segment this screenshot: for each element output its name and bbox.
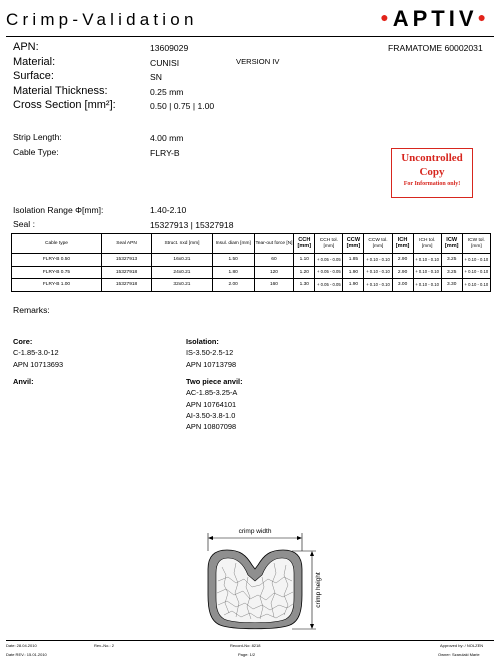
table-row bbox=[12, 254, 491, 267]
seal-value: 15327913 | 15327918 bbox=[150, 220, 234, 230]
header-divider bbox=[6, 36, 494, 37]
thickness-label: Material Thickness: bbox=[13, 85, 108, 97]
table-cell: 3.00 bbox=[392, 279, 413, 292]
col-cch: CCH [mm] bbox=[294, 234, 315, 254]
table-cell: 1.50 bbox=[212, 254, 254, 267]
table-cell: 2.90 bbox=[392, 254, 413, 267]
isolation-range-label: Isolation Range Φ[mm]: bbox=[13, 205, 104, 215]
isolation-line: IS-3.50-2.5-12 bbox=[186, 348, 234, 358]
isolation-line: APN 10713798 bbox=[186, 359, 237, 369]
table-cell: 1.80 bbox=[212, 266, 254, 279]
col-ich-tol: ICH tol. [mm] bbox=[413, 234, 441, 254]
remarks-label: Remarks: bbox=[13, 305, 50, 315]
crimp-height-label: crimp height bbox=[315, 572, 322, 608]
seal-label: Seal : bbox=[13, 219, 35, 229]
apn-value: 13609029 bbox=[150, 43, 189, 53]
table-cell: 3.25 bbox=[441, 254, 462, 267]
footer-page: Page: 1/2 bbox=[238, 652, 256, 657]
footer-divider bbox=[6, 640, 494, 641]
crimp-spec-table bbox=[11, 233, 491, 292]
two-piece-anvil-line: AI-3.50-3.8-1.0 bbox=[186, 410, 236, 420]
col-struct: Struct. nxd [mm] bbox=[152, 234, 213, 254]
table-cell: 15327918 bbox=[101, 279, 151, 292]
footer-rev-no: Rev.-No.: 2 bbox=[94, 643, 114, 648]
crimp-cross-section-drawing bbox=[200, 521, 340, 639]
col-insul-diam: Insul. diam [mm] bbox=[212, 234, 254, 254]
core-line: C-1.85-3.0-12 bbox=[13, 348, 59, 358]
stamp-line-3: For Information only! bbox=[403, 181, 461, 187]
col-icw: ICW [mm] bbox=[441, 234, 462, 254]
core-heading: Core: bbox=[13, 337, 33, 346]
table-cell: + 0.10 - 0.10 bbox=[462, 266, 490, 279]
table-cell: 2.90 bbox=[392, 266, 413, 279]
framatome-number: FRAMATOME 60002031 bbox=[388, 43, 483, 53]
table-cell: + 0.10 - 0.10 bbox=[462, 254, 490, 267]
table-cell: 24x0.21 bbox=[152, 266, 213, 279]
col-cable-type: Cable type bbox=[12, 234, 102, 254]
table-cell: 1.30 bbox=[294, 279, 315, 292]
table-cell: 120 bbox=[254, 266, 294, 279]
table-cell: + 0.10 - 0.10 bbox=[462, 279, 490, 292]
two-piece-anvil-line: APN 10764101 bbox=[186, 399, 237, 409]
table-cell: 1.90 bbox=[343, 266, 364, 279]
table-row bbox=[12, 279, 491, 292]
apn-label: APN: bbox=[13, 41, 39, 53]
strip-length-value: 4.00 mm bbox=[150, 133, 184, 143]
material-value: CUNISI bbox=[150, 58, 180, 68]
logo-text: APTIV bbox=[392, 6, 478, 31]
footer-approved: Approved by: / NOLZEN bbox=[440, 643, 484, 648]
col-seal-apn: Seal APN bbox=[101, 234, 151, 254]
arrow-down-icon bbox=[310, 624, 314, 629]
table-cell: + 0.10 - 0.10 bbox=[364, 279, 392, 292]
cross-section-label: Cross Section [mm²]: bbox=[13, 99, 116, 111]
table-cell: + 0.10 - 0.10 bbox=[413, 254, 441, 267]
table-cell: 1.90 bbox=[343, 279, 364, 292]
col-ccw: CCW [mm] bbox=[343, 234, 364, 254]
table-cell: FLRY-B 1.00 bbox=[12, 279, 102, 292]
version-label: VERSION IV bbox=[236, 57, 280, 66]
table-cell: + 0.10 - 0.10 bbox=[364, 266, 392, 279]
isolation-range-value: 1.40-2.10 bbox=[150, 205, 187, 215]
table-header-row bbox=[12, 234, 491, 254]
table-cell: + 0.05 - 0.05 bbox=[315, 279, 343, 292]
cross-section-value: 0.50 | 0.75 | 1.00 bbox=[150, 101, 215, 111]
footer-date-rev: Date REV.: 15.01.2010 bbox=[6, 652, 47, 657]
thickness-value: 0.25 mm bbox=[150, 87, 184, 97]
core-section bbox=[13, 336, 63, 370]
aptiv-logo bbox=[380, 6, 490, 32]
table-cell: FLRY-B 0.75 bbox=[12, 266, 102, 279]
table-cell: + 0.10 - 0.10 bbox=[364, 254, 392, 267]
anvil-heading: Anvil: bbox=[13, 377, 34, 386]
anvil-section bbox=[13, 376, 34, 387]
stamp-line-1: Uncontrolled bbox=[401, 152, 463, 164]
col-tear-out: Tear-out force [N] bbox=[254, 234, 294, 254]
two-piece-anvil-heading: Two piece anvil: bbox=[186, 377, 243, 386]
isolation-section bbox=[186, 336, 236, 370]
col-ich: ICH [mm] bbox=[392, 234, 413, 254]
table-cell: + 0.10 - 0.10 bbox=[413, 266, 441, 279]
col-cch-tol: CCH tol. [mm] bbox=[315, 234, 343, 254]
stamp-line-2: Copy bbox=[419, 166, 445, 178]
page-title: Crimp-Validation bbox=[6, 10, 198, 29]
table-cell: + 0.05 - 0.05 bbox=[315, 254, 343, 267]
table-cell: 60 bbox=[254, 254, 294, 267]
core-line: APN 10713693 bbox=[13, 359, 64, 369]
cable-type-label: Cable Type: bbox=[13, 147, 59, 157]
col-ccw-tol: CCW tol. [mm] bbox=[364, 234, 392, 254]
header bbox=[6, 4, 494, 36]
arrow-right-icon bbox=[297, 536, 302, 540]
arrow-left-icon bbox=[208, 536, 213, 540]
table-cell: 32x0.21 bbox=[152, 279, 213, 292]
table-cell: 15327913 bbox=[101, 254, 151, 267]
strip-length-label: Strip Length: bbox=[13, 132, 62, 142]
table-row bbox=[12, 266, 491, 279]
table-cell: 15327918 bbox=[101, 266, 151, 279]
table-cell: 3.30 bbox=[441, 279, 462, 292]
table-cell: 2.00 bbox=[212, 279, 254, 292]
col-icw-tol: ICW tol. [mm] bbox=[462, 234, 490, 254]
two-piece-anvil-line: APN 10807098 bbox=[186, 422, 237, 432]
footer-date: Date: 28.04.2010 bbox=[6, 643, 37, 648]
isolation-heading: Isolation: bbox=[186, 337, 219, 346]
two-piece-anvil-section bbox=[186, 376, 243, 432]
logo-dot-icon: ● bbox=[477, 9, 490, 25]
crimp-width-label: crimp width bbox=[238, 528, 272, 535]
table-cell: + 0.10 - 0.10 bbox=[413, 279, 441, 292]
table-cell: FLRY-B 0.50 bbox=[12, 254, 102, 267]
two-piece-anvil-line: AC-1.85-3.25-A bbox=[186, 388, 238, 398]
surface-value: SN bbox=[150, 72, 162, 82]
footer-record-no: Record-No: 8218 bbox=[230, 643, 261, 648]
footer-owner: Owner: Szarulaki Marie bbox=[438, 652, 480, 657]
logo-dot-icon: ● bbox=[380, 9, 393, 25]
table-cell: 16x0.21 bbox=[152, 254, 213, 267]
table-cell: 1.85 bbox=[343, 254, 364, 267]
uncontrolled-copy-stamp bbox=[391, 148, 473, 198]
cable-type-value: FLRY-B bbox=[150, 148, 180, 158]
arrow-up-icon bbox=[310, 551, 314, 556]
material-label: Material: bbox=[13, 56, 56, 68]
table-cell: 160 bbox=[254, 279, 294, 292]
surface-label: Surface: bbox=[13, 70, 54, 82]
table-cell: + 0.05 - 0.05 bbox=[315, 266, 343, 279]
table-cell: 1.20 bbox=[294, 266, 315, 279]
table-cell: 1.10 bbox=[294, 254, 315, 267]
table-cell: 3.25 bbox=[441, 266, 462, 279]
